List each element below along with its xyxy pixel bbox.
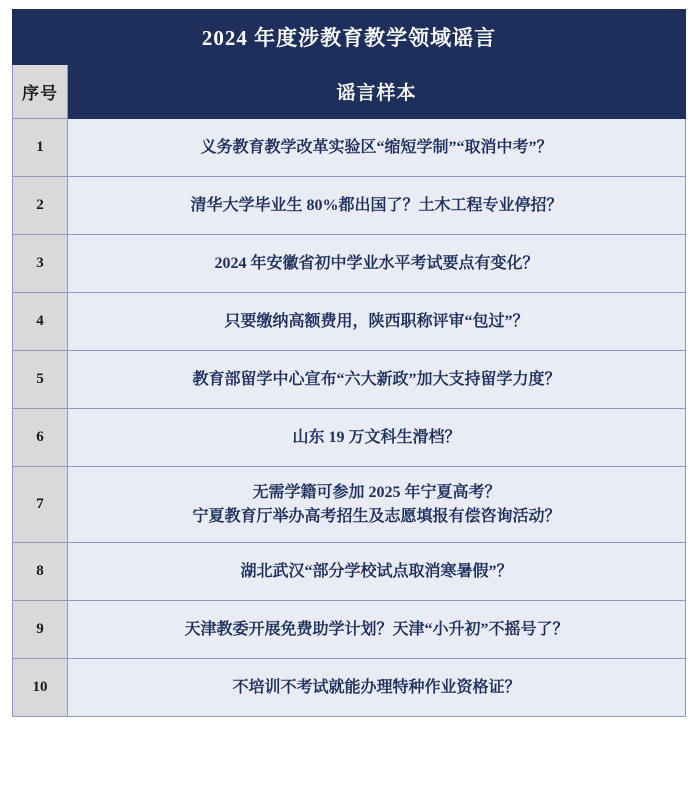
table-row: [13, 543, 686, 601]
row-sample: [68, 293, 686, 351]
row-sample-line: 山东 19 万文科生滑档？: [292, 428, 461, 446]
row-sample: [68, 601, 686, 659]
column-header-sample: 谣言样本: [68, 65, 686, 119]
row-sample: [68, 177, 686, 235]
row-sample: [68, 119, 686, 177]
table-row: [13, 601, 686, 659]
row-sample: [68, 659, 686, 717]
row-index: 6: [13, 409, 68, 467]
rumor-table: [12, 9, 686, 717]
table-row: [13, 293, 686, 351]
row-index: 8: [13, 543, 68, 601]
row-index: 1: [13, 119, 68, 177]
table-row: [13, 177, 686, 235]
table-row: [13, 351, 686, 409]
row-sample-line: 义务教育教学改革实验区“缩短学制”“取消中考”？: [200, 138, 553, 156]
title-row: [13, 10, 686, 65]
row-index: 9: [13, 601, 68, 659]
table-row: [13, 409, 686, 467]
column-header-index: 序号: [13, 65, 68, 119]
row-index: 2: [13, 177, 68, 235]
row-sample-line: 清华大学毕业生 80%都出国了？土木工程专业停招？: [190, 196, 563, 214]
row-index: 3: [13, 235, 68, 293]
row-sample-line: 2024 年安徽省初中学业水平考试要点有变化？: [214, 254, 539, 272]
header-row: [13, 65, 686, 119]
row-sample-line: 不培训不考试就能办理特种作业资格证？: [232, 678, 521, 696]
row-sample: [68, 543, 686, 601]
row-sample-line: 宁夏教育厅举办高考招生及志愿填报有偿咨询活动？: [192, 507, 561, 525]
row-index: 7: [13, 467, 68, 543]
row-sample-line: 只要缴纳高额费用，陕西职称评审“包过”？: [224, 312, 529, 330]
row-index: 5: [13, 351, 68, 409]
row-sample-line: 教育部留学中心宣布“六大新政”加大支持留学力度？: [192, 370, 561, 388]
row-index: 10: [13, 659, 68, 717]
table-row: [13, 659, 686, 717]
table-body: [13, 10, 686, 717]
row-sample: [68, 467, 686, 543]
row-index: 4: [13, 293, 68, 351]
row-sample: [68, 409, 686, 467]
table-row: [13, 467, 686, 543]
row-sample: [68, 235, 686, 293]
table-row: [13, 235, 686, 293]
row-sample-line: 无需学籍可参加 2025 年宁夏高考？: [252, 484, 501, 502]
row-sample-line: 湖北武汉“部分学校试点取消寒暑假”？: [240, 562, 513, 580]
row-sample-line: 天津教委开展免费助学计划？天津“小升初”不摇号了？: [184, 620, 569, 638]
document-sheet: [0, 9, 699, 810]
row-sample: [68, 351, 686, 409]
table-row: [13, 119, 686, 177]
page-title: 2024 年度涉教育教学领域谣言: [13, 10, 686, 65]
